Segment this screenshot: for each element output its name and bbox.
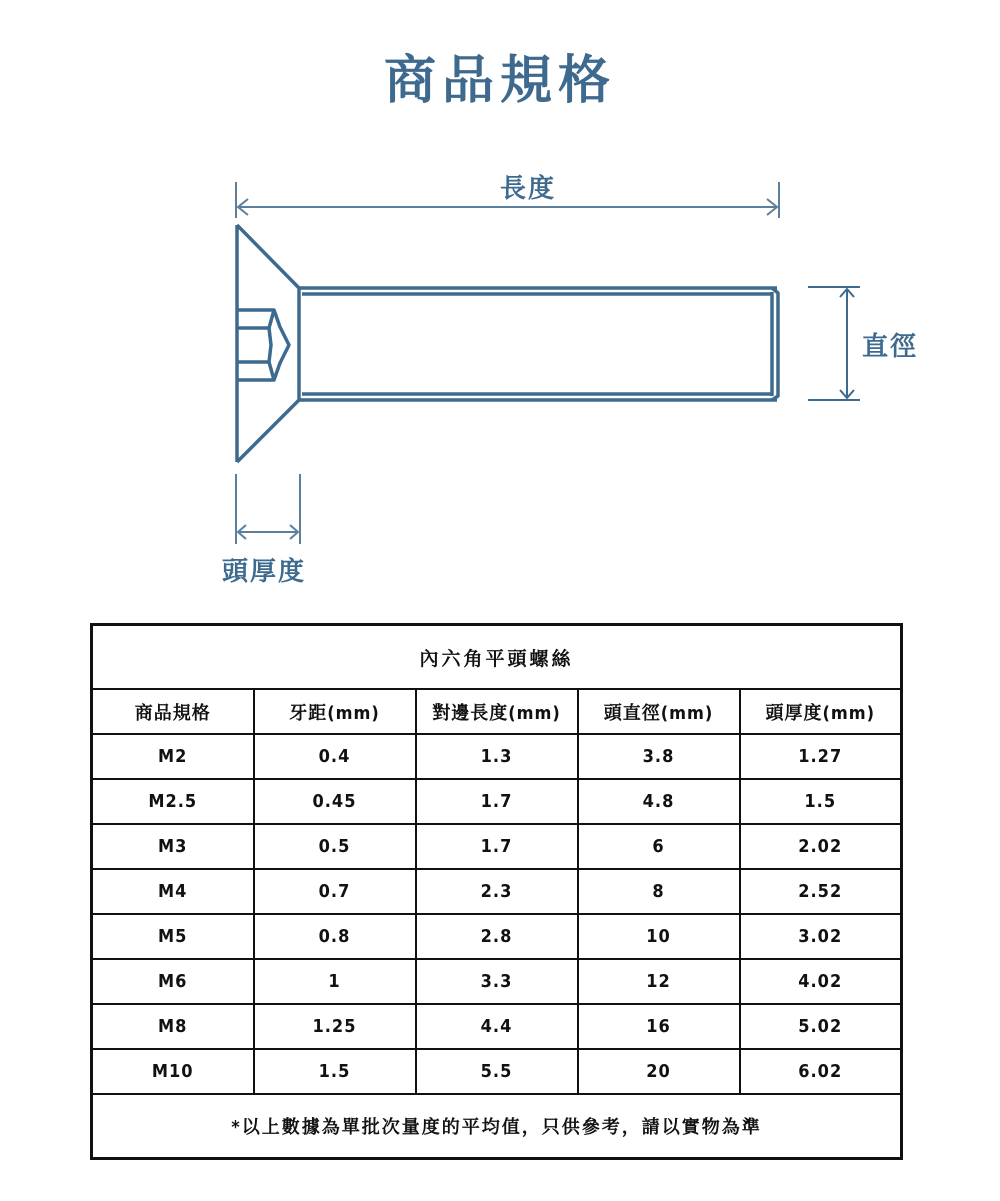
head-thickness-dimension bbox=[236, 474, 300, 544]
header-spec: 商品規格 bbox=[92, 689, 254, 734]
table-row bbox=[92, 959, 902, 1004]
cell-head-diameter: 6 bbox=[578, 824, 740, 869]
page-title: 商品規格 bbox=[383, 51, 616, 111]
table-row bbox=[92, 1049, 902, 1094]
cell-spec: M6 bbox=[92, 959, 254, 1004]
cell-head-diameter: 8 bbox=[578, 869, 740, 914]
cell-pitch: 0.7 bbox=[254, 869, 416, 914]
cell-head-thickness: 1.27 bbox=[740, 734, 902, 779]
cell-head-thickness: 5.02 bbox=[740, 1004, 902, 1049]
table-header-row bbox=[92, 689, 902, 734]
table-row bbox=[92, 869, 902, 914]
cell-pitch: 0.8 bbox=[254, 914, 416, 959]
header-across-flats: 對邊長度(mm) bbox=[416, 689, 578, 734]
cell-spec: M10 bbox=[92, 1049, 254, 1094]
table-caption-row bbox=[92, 625, 902, 690]
cell-head-diameter: 20 bbox=[578, 1049, 740, 1094]
header-pitch: 牙距(mm) bbox=[254, 689, 416, 734]
cell-across-flats: 5.5 bbox=[416, 1049, 578, 1094]
cell-head-diameter: 10 bbox=[578, 914, 740, 959]
cell-spec: M8 bbox=[92, 1004, 254, 1049]
cell-spec: M2.5 bbox=[92, 779, 254, 824]
table-row bbox=[92, 779, 902, 824]
cell-head-diameter: 4.8 bbox=[578, 779, 740, 824]
cell-head-diameter: 3.8 bbox=[578, 734, 740, 779]
cell-pitch: 1.5 bbox=[254, 1049, 416, 1094]
cell-across-flats: 4.4 bbox=[416, 1004, 578, 1049]
cell-pitch: 0.5 bbox=[254, 824, 416, 869]
cell-across-flats: 2.8 bbox=[416, 914, 578, 959]
length-label: 長度 bbox=[500, 174, 557, 204]
cell-head-thickness: 2.02 bbox=[740, 824, 902, 869]
cell-head-diameter: 16 bbox=[578, 1004, 740, 1049]
table-note: *以上數據為單批次量度的平均值，只供參考，請以實物為準 bbox=[92, 1094, 902, 1159]
cell-pitch: 1 bbox=[254, 959, 416, 1004]
table-row bbox=[92, 914, 902, 959]
table-note-row bbox=[92, 1094, 902, 1159]
cell-across-flats: 2.3 bbox=[416, 869, 578, 914]
cell-head-thickness: 1.5 bbox=[740, 779, 902, 824]
header-head-diameter: 頭直徑(mm) bbox=[578, 689, 740, 734]
diameter-label: 直徑 bbox=[862, 332, 919, 362]
table-row bbox=[92, 1004, 902, 1049]
diameter-dimension bbox=[808, 287, 860, 400]
cell-pitch: 0.45 bbox=[254, 779, 416, 824]
head-thickness-label: 頭厚度 bbox=[222, 557, 307, 587]
cell-across-flats: 1.3 bbox=[416, 734, 578, 779]
spec-table bbox=[90, 623, 903, 1160]
cell-head-thickness: 3.02 bbox=[740, 914, 902, 959]
cell-across-flats: 1.7 bbox=[416, 824, 578, 869]
cell-spec: M5 bbox=[92, 914, 254, 959]
cell-spec: M3 bbox=[92, 824, 254, 869]
table-caption: 內六角平頭螺絲 bbox=[92, 625, 902, 690]
cell-head-thickness: 4.02 bbox=[740, 959, 902, 1004]
table-row bbox=[92, 734, 902, 779]
header-head-thickness: 頭厚度(mm) bbox=[740, 689, 902, 734]
cell-spec: M2 bbox=[92, 734, 254, 779]
cell-spec: M4 bbox=[92, 869, 254, 914]
screw-outline bbox=[237, 225, 778, 462]
cell-across-flats: 1.7 bbox=[416, 779, 578, 824]
cell-across-flats: 3.3 bbox=[416, 959, 578, 1004]
cell-head-thickness: 2.52 bbox=[740, 869, 902, 914]
cell-pitch: 0.4 bbox=[254, 734, 416, 779]
cell-head-diameter: 12 bbox=[578, 959, 740, 1004]
screw-diagram bbox=[0, 0, 1000, 600]
cell-pitch: 1.25 bbox=[254, 1004, 416, 1049]
table-row bbox=[92, 824, 902, 869]
cell-head-thickness: 6.02 bbox=[740, 1049, 902, 1094]
